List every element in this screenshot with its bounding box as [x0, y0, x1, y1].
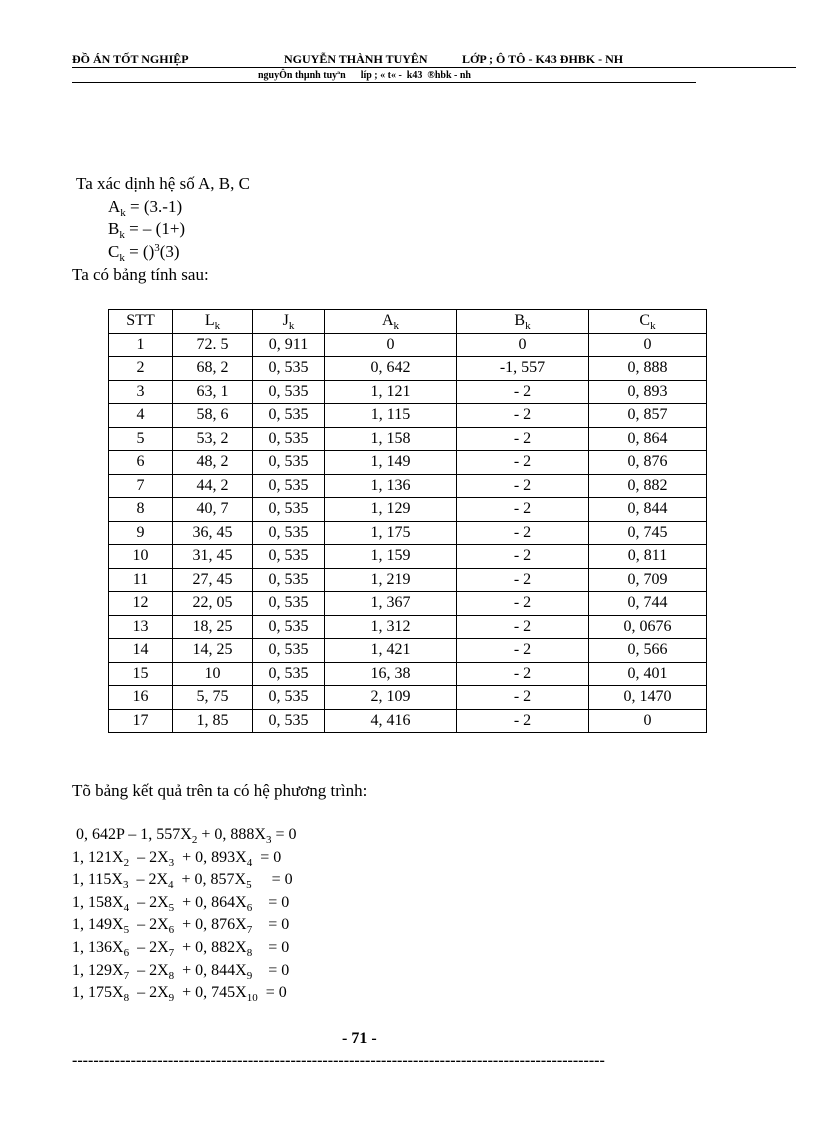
header-subrule	[72, 82, 696, 83]
table-row	[109, 709, 707, 733]
table-cell: 1	[109, 333, 173, 357]
table-cell: 0, 864	[589, 427, 707, 451]
table-cell: 0, 535	[253, 709, 325, 733]
table-row	[109, 333, 707, 357]
table-cell: 1, 85	[173, 709, 253, 733]
table-cell: 0, 535	[253, 521, 325, 545]
table-cell: - 2	[457, 427, 589, 451]
table-cell: 0, 535	[253, 357, 325, 381]
table-cell: 16	[109, 686, 173, 710]
table-cell: 1, 312	[325, 615, 457, 639]
table-cell: 0	[589, 333, 707, 357]
table-cell: 31, 45	[173, 545, 253, 569]
table-cell: - 2	[457, 545, 589, 569]
table-header-cell: $A_k$	[325, 310, 457, 334]
table-cell: 0, 0676	[589, 615, 707, 639]
table-row	[109, 498, 707, 522]
table-cell: 0, 857	[589, 404, 707, 428]
table-row	[109, 380, 707, 404]
table-cell: - 2	[457, 474, 589, 498]
table-cell: 0, 1470	[589, 686, 707, 710]
table-cell: 11	[109, 568, 173, 592]
table-cell: 3	[109, 380, 173, 404]
equation-line: 1, $158X_4 - 2X_5 + 0$, $864X_6$ = 0	[72, 893, 290, 914]
table-cell: 0, 535	[253, 662, 325, 686]
footer-rule: ----------------------------------------------------------------------------------------------------	[72, 1052, 605, 1069]
table-cell: 0, 911	[253, 333, 325, 357]
table-cell: - 2	[457, 709, 589, 733]
table-header-cell: $L_k$	[173, 310, 253, 334]
table-cell: 14	[109, 639, 173, 663]
header-rule	[72, 67, 796, 68]
table-cell: - 2	[457, 521, 589, 545]
table-cell: 0, 876	[589, 451, 707, 475]
table-cell: 0, 535	[253, 615, 325, 639]
table-row	[109, 639, 707, 663]
table-cell: 0	[589, 709, 707, 733]
table-row	[109, 404, 707, 428]
table-cell: 0, 811	[589, 545, 707, 569]
table-row	[109, 568, 707, 592]
table-cell: 0, 535	[253, 404, 325, 428]
table-cell: - 2	[457, 380, 589, 404]
table-cell: 6	[109, 451, 173, 475]
table-row	[109, 357, 707, 381]
table-cell: 0, 566	[589, 639, 707, 663]
table-cell: 0	[325, 333, 457, 357]
table-cell: 15	[109, 662, 173, 686]
table-cell: 1, 367	[325, 592, 457, 616]
table-cell: -1, 557	[457, 357, 589, 381]
table-cell: 0, 535	[253, 592, 325, 616]
table-cell: 48, 2	[173, 451, 253, 475]
equation-line: 1, $149X_5 - 2X_6 + 0$, $876X_7$ = 0	[72, 916, 290, 937]
system-intro: Tõ bảng kết quả trên ta có hệ phương trình:	[72, 781, 368, 800]
equation-line: 1, $121X_2 - 2X_3 + 0$, $893X_4 = 0$	[72, 848, 282, 869]
table-cell: 1, 121	[325, 380, 457, 404]
table-cell: 17	[109, 709, 173, 733]
equation-line: 0, 642P – 1, $557X_2 + 0$, $888X_3 = 0$	[72, 826, 297, 846]
table-cell: 72. 5	[173, 333, 253, 357]
table-cell: 5, 75	[173, 686, 253, 710]
header-left: ĐỒ ÁN TỐT NGHIỆP	[72, 52, 189, 66]
table-cell: 1, 159	[325, 545, 457, 569]
table-cell: 4	[109, 404, 173, 428]
table-cell: 0, 401	[589, 662, 707, 686]
table-cell: 0, 709	[589, 568, 707, 592]
table-cell: 1, 158	[325, 427, 457, 451]
table-cell: 0, 535	[253, 380, 325, 404]
table-cell: 9	[109, 521, 173, 545]
table-cell: 0, 535	[253, 427, 325, 451]
table-cell: 18, 25	[173, 615, 253, 639]
equation-line: 1, $136X_6 - 2X_7 + 0$, $882X_8$ = 0	[72, 939, 290, 959]
table-cell: 0, 535	[253, 639, 325, 663]
table-cell: 0, 893	[589, 380, 707, 404]
table-cell: 68, 2	[173, 357, 253, 381]
table-cell: - 2	[457, 498, 589, 522]
table-header-cell: $B_k$	[457, 310, 589, 334]
table-cell: 0, 535	[253, 568, 325, 592]
table-cell: 1, 175	[325, 521, 457, 545]
table-cell: 0, 882	[589, 474, 707, 498]
table-cell: 0, 844	[589, 498, 707, 522]
table-row	[109, 474, 707, 498]
table-cell: 7	[109, 474, 173, 498]
table-cell: 4, 416	[325, 709, 457, 733]
table-cell: 27, 45	[173, 568, 253, 592]
table-cell: 22, 05	[173, 592, 253, 616]
table-row	[109, 521, 707, 545]
table-cell: 53, 2	[173, 427, 253, 451]
table-row	[109, 545, 707, 569]
table-cell: 12	[109, 592, 173, 616]
calc-table	[108, 309, 707, 733]
table-cell: 0, 535	[253, 545, 325, 569]
table-cell: 0, 745	[589, 521, 707, 545]
table-cell: 16, 38	[325, 662, 457, 686]
table-header-cell: STT	[109, 310, 173, 334]
table-cell: 8	[109, 498, 173, 522]
header-class: LỚP ; Ô TÔ - K43 ĐHBK - NH	[462, 52, 624, 66]
table-cell: 63, 1	[173, 380, 253, 404]
table-cell: - 2	[457, 451, 589, 475]
table-cell: 44, 2	[173, 474, 253, 498]
table-body	[109, 333, 707, 733]
table-cell: 58, 6	[173, 404, 253, 428]
table-row	[109, 427, 707, 451]
table-cell: - 2	[457, 639, 589, 663]
table-row	[109, 592, 707, 616]
table-cell: 14, 25	[173, 639, 253, 663]
table-header-cell: $J_k$	[253, 310, 325, 334]
table-cell: - 2	[457, 568, 589, 592]
table-cell: 1, 149	[325, 451, 457, 475]
table-cell: - 2	[457, 686, 589, 710]
equation-line: 1, $115X_3 - 2X_4 + 0$, $857X_5$ = 0	[72, 871, 293, 892]
table-cell: 0, 535	[253, 498, 325, 522]
table-header-cell: $C_k$	[589, 310, 707, 334]
header-subline: nguyÔn thµnh tuyªn líp ; « t« - k43 ®hbk - nh	[258, 70, 471, 81]
table-cell: 1, 115	[325, 404, 457, 428]
table-cell: 0, 535	[253, 474, 325, 498]
formula-a: $A_k = (3.-1)$	[108, 197, 183, 219]
formula-b: $B_k$ = – (1+)	[108, 219, 186, 241]
table-cell: 1, 136	[325, 474, 457, 498]
table-cell: 0	[457, 333, 589, 357]
table-cell: 1, 129	[325, 498, 457, 522]
table-cell: 10	[173, 662, 253, 686]
formula-c: $C_k = ()^3(3)$	[108, 242, 180, 264]
equation-line: 1, $129X_7 - 2X_8 + 0$, $844X_9$ = 0	[72, 961, 290, 982]
table-cell: 2, 109	[325, 686, 457, 710]
table-cell: 13	[109, 615, 173, 639]
intro-line: Ta xác dịnh hệ số A, B, C	[76, 174, 250, 193]
table-cell: 0, 888	[589, 357, 707, 381]
table-cell: 0, 535	[253, 451, 325, 475]
table-cell: 2	[109, 357, 173, 381]
table-intro: Ta có bảng tính sau:	[72, 265, 209, 284]
table-row	[109, 451, 707, 475]
table-cell: 1, 219	[325, 568, 457, 592]
table-cell: - 2	[457, 404, 589, 428]
table-cell: - 2	[457, 662, 589, 686]
table-row	[109, 686, 707, 710]
table-row	[109, 662, 707, 686]
table-cell: - 2	[457, 615, 589, 639]
table-cell: 40, 7	[173, 498, 253, 522]
table-cell: 0, 642	[325, 357, 457, 381]
page-number: - 71 -	[342, 1030, 377, 1047]
table-cell: 10	[109, 545, 173, 569]
table-cell: 36, 45	[173, 521, 253, 545]
equation-line: 1, $175X_8 - 2X_9 + 0$, $745X_{10} = 0$	[72, 984, 287, 1005]
table-row	[109, 615, 707, 639]
table-header-row	[109, 310, 707, 334]
table-cell: 0, 535	[253, 686, 325, 710]
table-cell: 1, 421	[325, 639, 457, 663]
table-cell: 0, 744	[589, 592, 707, 616]
table-cell: - 2	[457, 592, 589, 616]
header-author: NGUYỄN THÀNH TUYÊN	[284, 52, 428, 66]
table-cell: 5	[109, 427, 173, 451]
